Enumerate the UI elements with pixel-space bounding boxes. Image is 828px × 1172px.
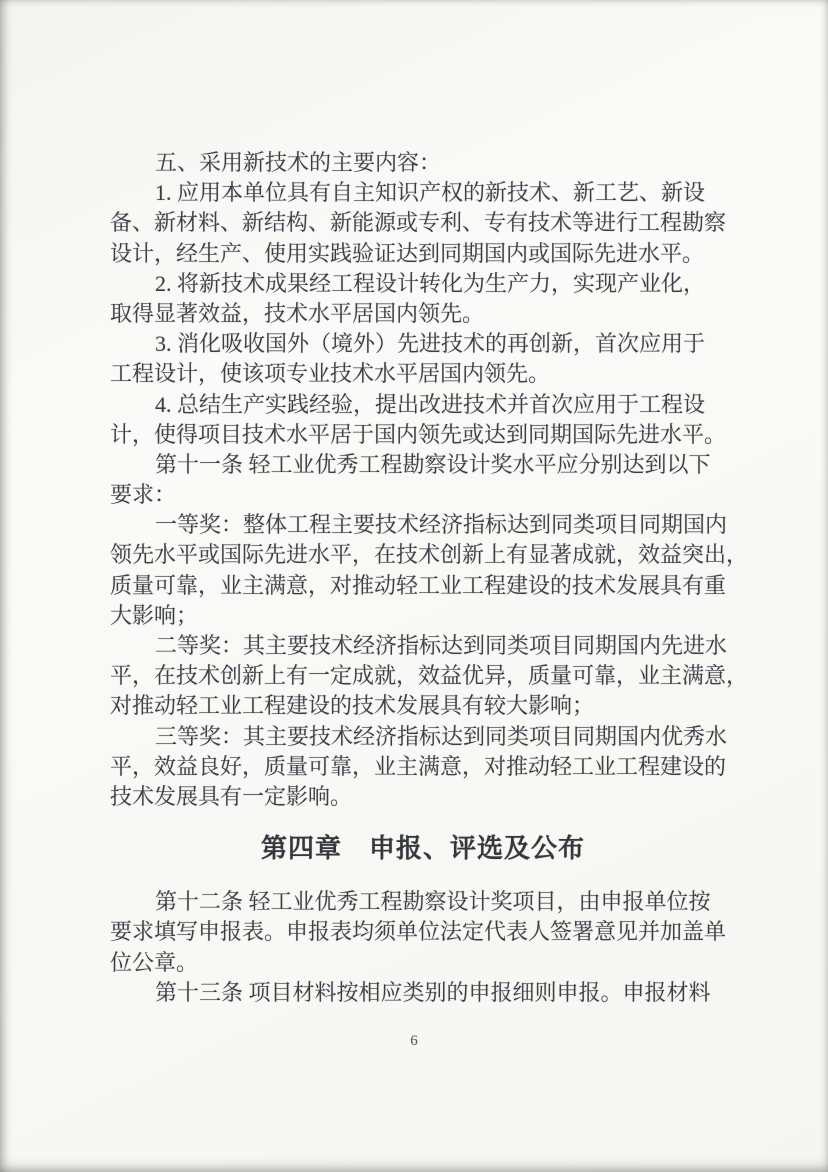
text-line: 第十三条 项目材料按相应类别的申报细则申报。申报材料	[155, 979, 711, 1005]
text-line: 设计，经生产、使用实践验证达到同期国内或国际先进水平。	[110, 240, 705, 266]
text-line: 二等奖：其主要技术经济指标达到同类项目同期国内先进水	[155, 633, 728, 658]
page-number: 6	[410, 1033, 418, 1049]
text-line: 质量可靠，业主满意，对推动轻工业工程建设的技术发展具有重	[110, 572, 727, 598]
text-line: 平，效益良好，质量可靠，业主满意，对推动轻工业工程建设的	[110, 753, 727, 779]
text-line: 技术发展具有一定影响。	[110, 783, 353, 809]
text-line: 要求填写申报表。申报表均须单位法定代表人签署意见并加盖单	[110, 919, 727, 945]
text-line: 平，在技术创新上有一定成就，效益优异，质量可靠，业主满意，	[110, 663, 749, 689]
text-line: 三等奖：其主要技术经济指标达到同类项目同期国内优秀水	[155, 723, 728, 749]
text-line: 要求：	[110, 482, 177, 508]
text-line: 1. 应用本单位具有自主知识产权的新技术、新工艺、新设	[155, 180, 706, 206]
text-line: 2. 将新技术成果经工程设计转化为生产力，实现产业化，	[155, 270, 706, 296]
text-line: 取得显著效益，技术水平居国内领先。	[110, 300, 485, 326]
chapter-heading: 第四章 申报、评选及公布	[260, 834, 585, 864]
text-line: 备、新材料、新结构、新能源或专利、专有技术等进行工程勘察	[110, 210, 727, 236]
text-line: 3. 消化吸收国外（境外）先进技术的再创新，首次应用于	[155, 331, 706, 357]
text-line: 对推动轻工业工程建设的技术发展具有较大影响；	[110, 693, 595, 719]
text-line: 第十二条 轻工业优秀工程勘察设计奖项目，由申报单位按	[155, 889, 711, 915]
text-line: 4. 总结生产实践经验，提出改进技术并首次应用于工程设	[155, 391, 706, 417]
text-line: 五、采用新技术的主要内容：	[155, 150, 442, 175]
text-line: 工程设计，使该项专业技术水平居国内领先。	[110, 361, 551, 387]
text-line: 计，使得项目技术水平居于国内领先或达到同期国际先进水平。	[110, 421, 727, 447]
text-line: 领先水平或国际先进水平，在技术创新上有显著成就，效益突出，	[110, 542, 749, 568]
text-line: 一等奖：整体工程主要技术经济指标达到同类项目同期国内	[155, 512, 728, 538]
text-line: 位公章。	[110, 949, 199, 975]
text-line: 大影响；	[110, 602, 199, 628]
text-line: 第十一条 轻工业优秀工程勘察设计奖水平应分别达到以下	[155, 451, 711, 477]
document-text-block	[110, 148, 749, 1008]
